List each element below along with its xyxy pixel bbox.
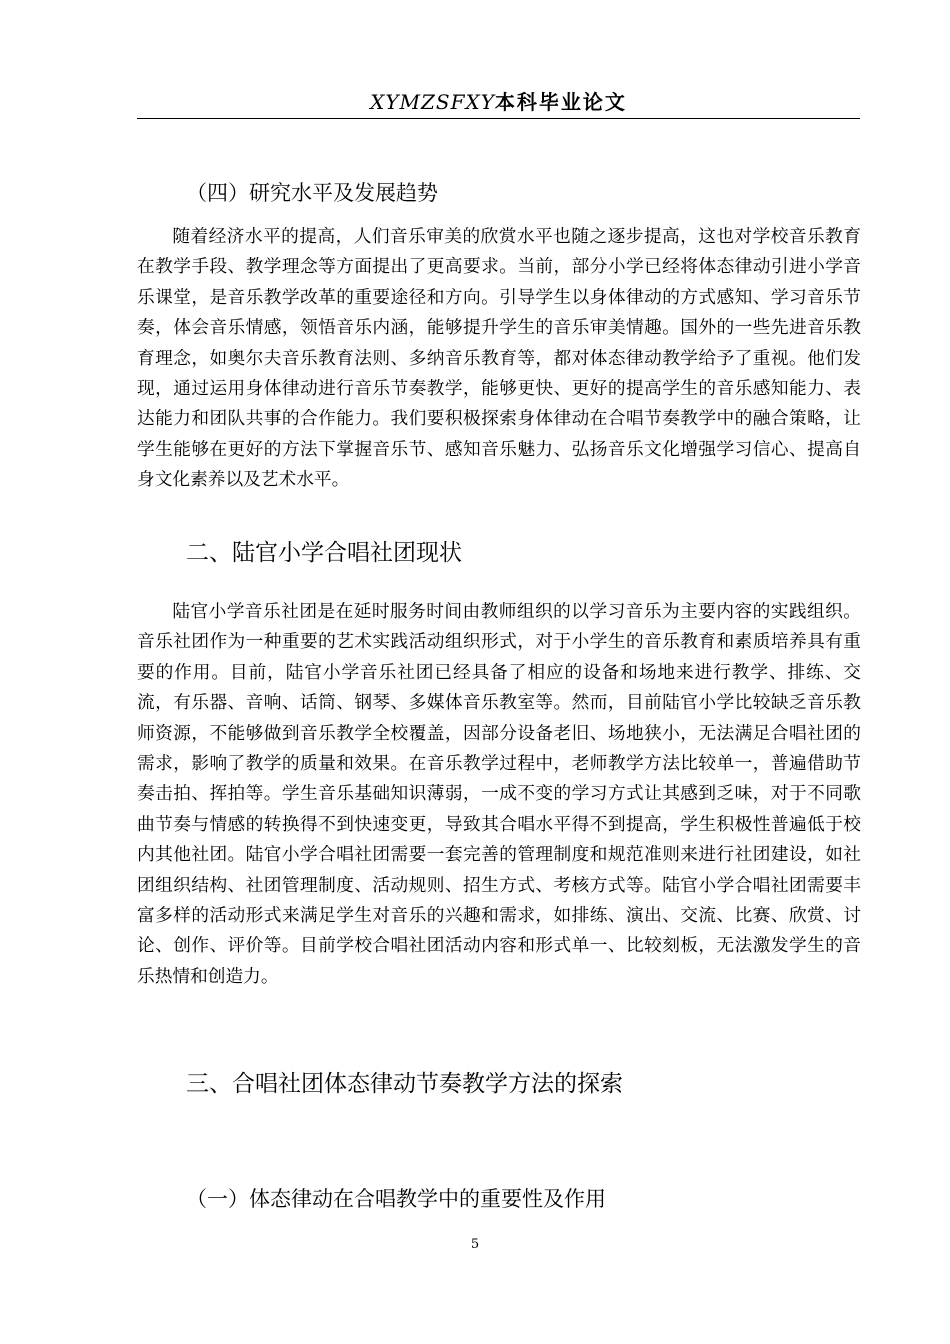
header-latin-text: XYMZSFXY: [370, 90, 495, 114]
header-title-text: 本科毕业论文: [494, 90, 627, 114]
section-heading-importance: （一）体态律动在合唱教学中的重要性及作用: [186, 1187, 606, 1211]
page-number: 5: [470, 1237, 480, 1252]
paragraph-choir-status: 陆官小学音乐社团是在延时服务时间由教师组织的以学习音乐为主要内容的实践组织。音乐社团作为一种重要的艺术实践活动组织形式，对于小学生的音乐教育和素质培养具有重要的作用。目前，陆官小学音乐社团已经具备了相应的设备和场地来进行教学、排练、交流，有乐器、音响、话筒、钢琴、多媒体音乐教室等。然而，目前陆官小学比较缺乏音乐教师资源，不能够做到音乐教学全校覆盖，因部分设备老旧、场地狭小，无法满足合唱社团的需求，影响了教学的质量和效果。在音乐教学过程中，老师教学方法比较单一，普遍借助节奏击拍、挥拍等。学生音乐基础知识薄弱，一成不变的学习方式让其感到乏味，对于不同歌曲节奏与情感的转换得不到快速变更，导致其合唱水平得不到提高，学生积极性普遍低于校内其他社团。陆官小学合唱社团需要一套完善的管理制度和规范准则来进行社团建设，如社团组织结构、社团管理制度、活动规则、招生方式、考核方式等。陆官小学合唱社团需要丰富多样的活动形式来满足学生对音乐的兴趣和需求，如排练、演出、交流、比赛、欣赏、讨论、创作、评价等。目前学校合唱社团活动内容和形式单一、比较刻板，无法激发学生的音乐热情和创造力。: [137, 602, 861, 987]
paragraph-research-trends: 随着经济水平的提高，人们音乐审美的欣赏水平也随之逐步提高，这也对学校音乐教育在教学手段、教学理念等方面提出了更高要求。当前，部分小学已经将体态律动引进小学音乐课堂，是音乐教学改革的重要途径和方向。引导学生以身体律动的方式感知、学习音乐节奏，体会音乐情感，领悟音乐内涵，能够提升学生的音乐审美情趣。国外的一些先进音乐教育理念，如奥尔夫音乐教育法则、多纳音乐教育等，都对体态律动教学给予了重视。他们发现，通过运用身体律动进行音乐节奏教学，能够更快、更好的提高学生的音乐感知能力、表达能力和团队共事的合作能力。我们要积极探索身体律动在合唱节奏教学中的融合策略，让学生能够在更好的方法下掌握音乐节、感知音乐魅力、弘扬音乐文化增强学习信心、提高自身文化素养以及艺术水平。: [137, 227, 861, 491]
section-heading-research-trends: （四）研究水平及发展趋势: [186, 181, 438, 205]
section-heading-choir-status: 二、陆官小学合唱社团现状: [186, 540, 462, 566]
section-heading-teaching-methods: 三、合唱社团体态律动节奏教学方法的探索: [186, 1071, 623, 1097]
header-rule: [137, 118, 860, 119]
running-header: [137, 88, 860, 116]
